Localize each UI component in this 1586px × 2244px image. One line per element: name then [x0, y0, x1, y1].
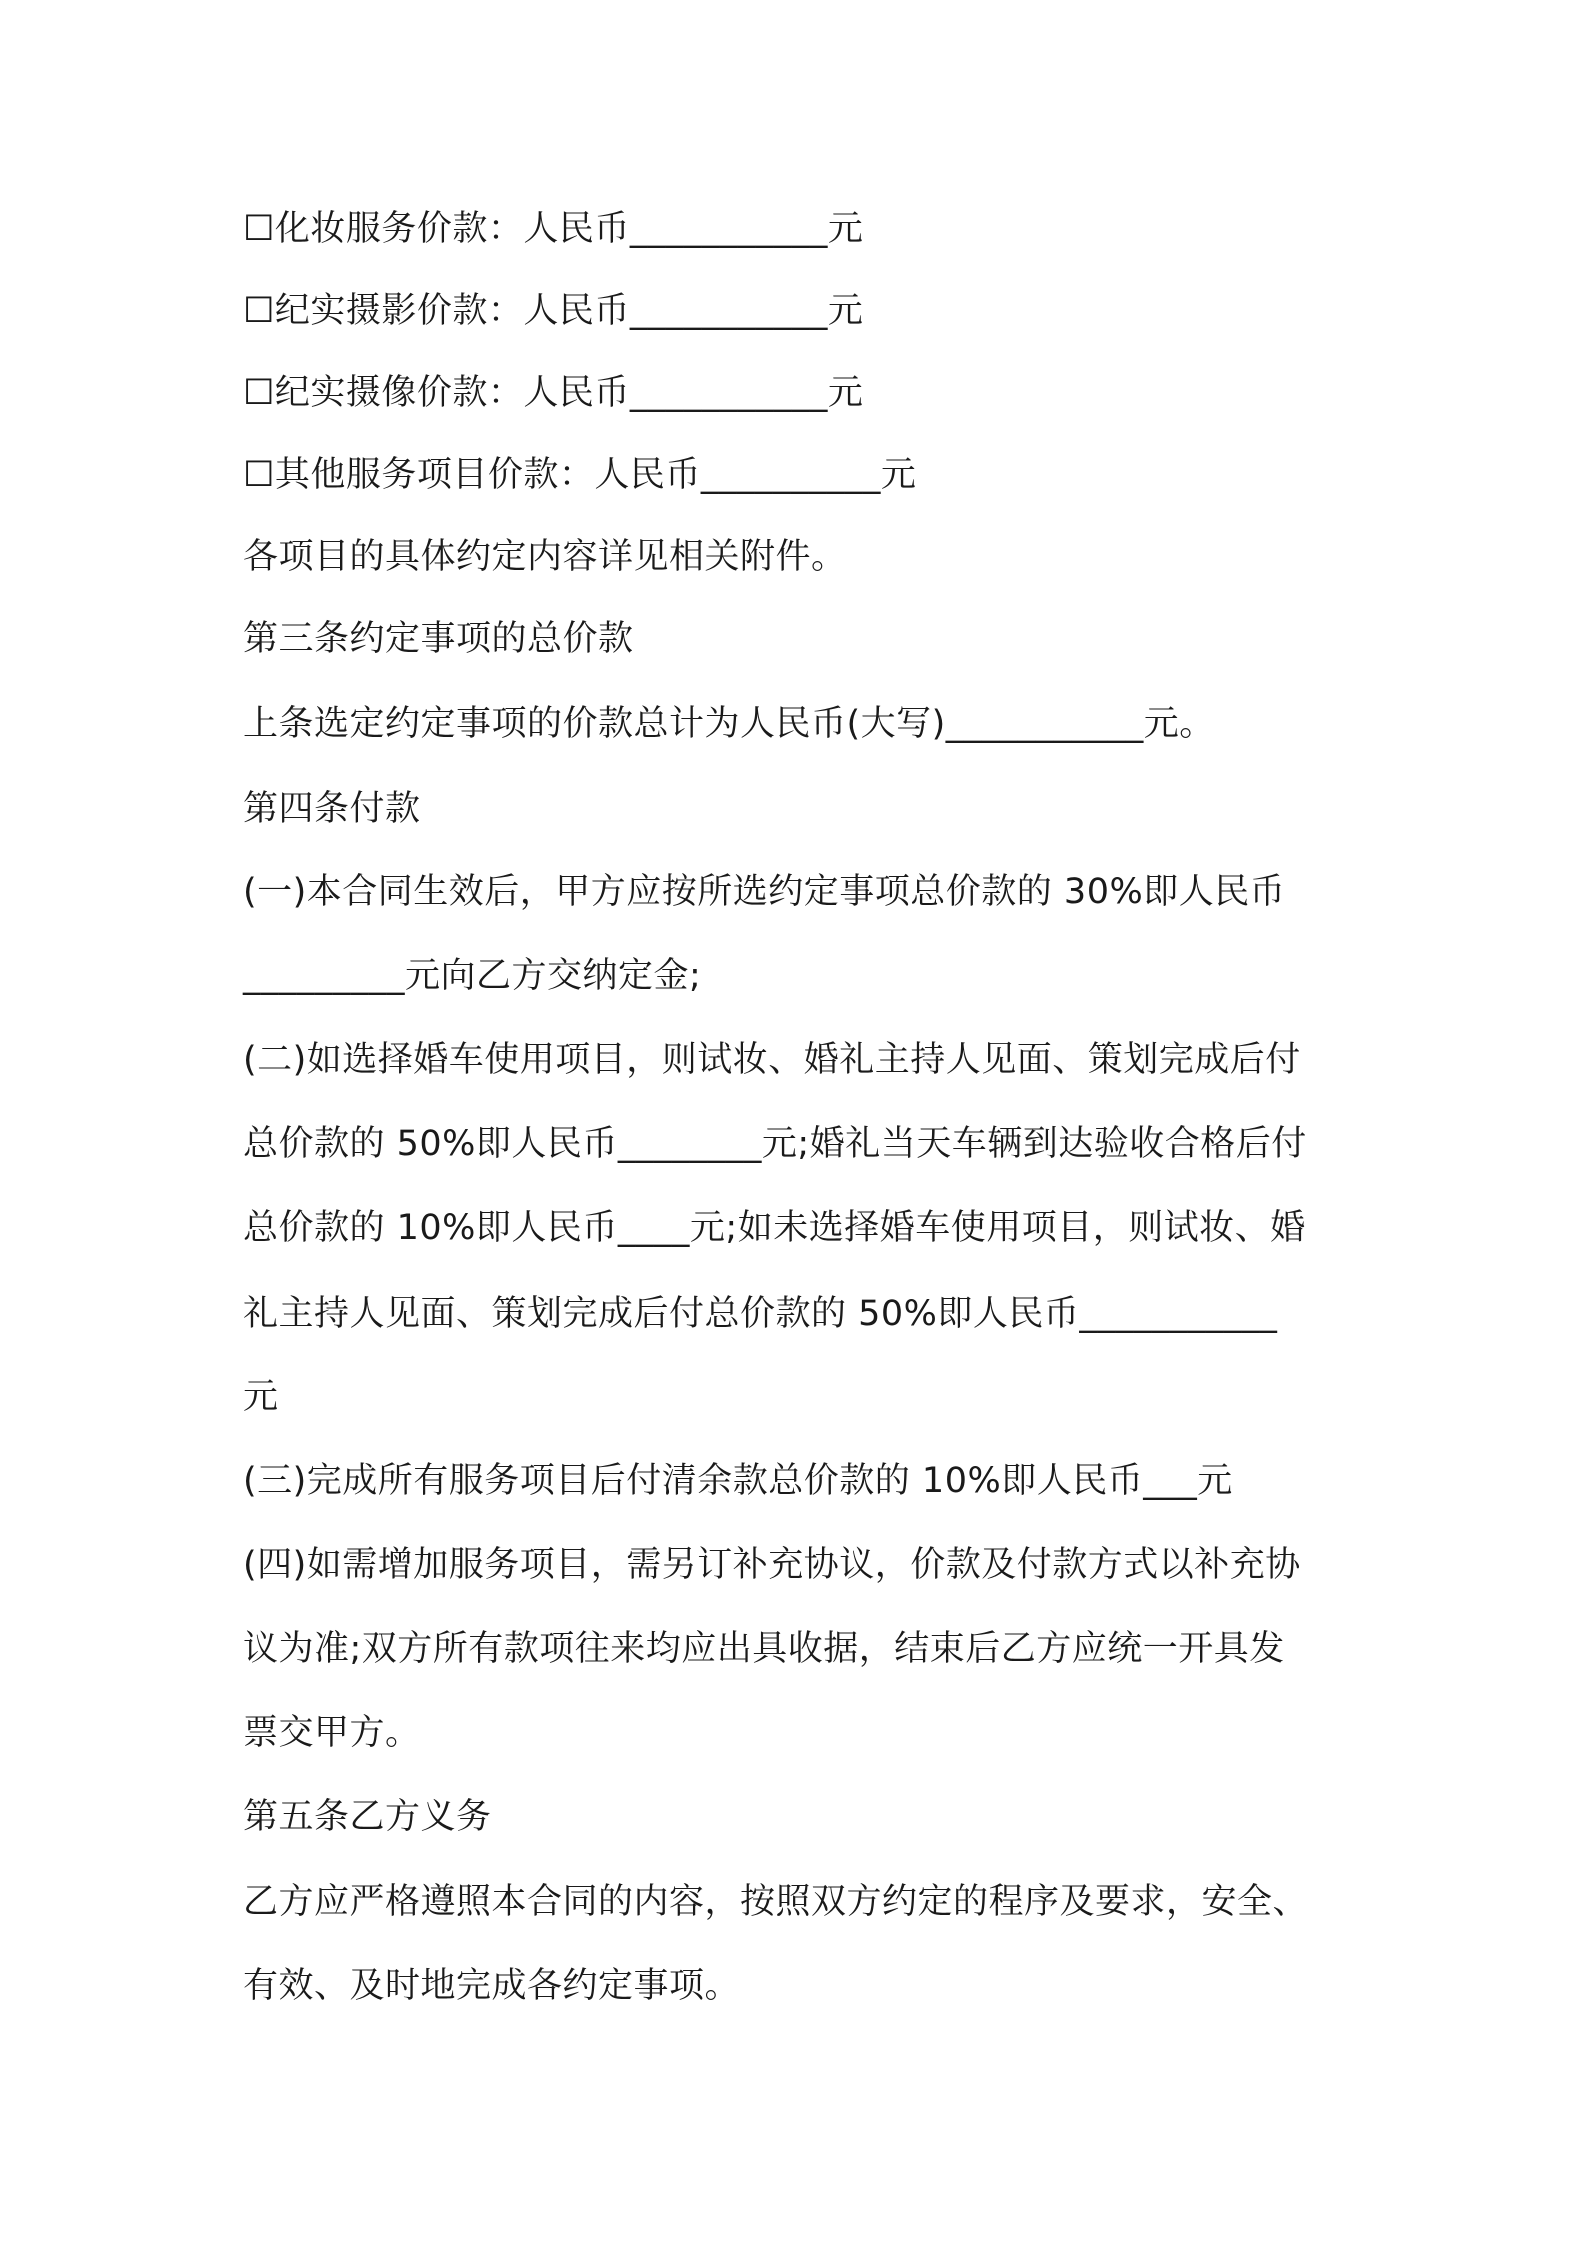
payment-clause-2-line-2: 总价款的 50%即人民币________元;婚礼当天车辆到达验收合格后付	[243, 1124, 1307, 1164]
payment-clause-1-line-2: _________元向乙方交纳定金;	[243, 956, 702, 996]
payment-clause-2-line-5: 元	[243, 1377, 279, 1417]
payment-clause-1-line-1: (一)本合同生效后，甲方应按所选约定事项总价款的 30%即人民币	[243, 872, 1286, 912]
payment-clause-4-line-2: 议为准;双方所有款项往来均应出具收据，结束后乙方应统一开具发	[243, 1629, 1285, 1669]
article-5-heading: 第五条乙方义务	[243, 1797, 492, 1837]
payment-clause-3-line: (三)完成所有服务项目后付清余款总价款的 10%即人民币___元	[243, 1461, 1233, 1501]
payment-clause-4-line-1: (四)如需增加服务项目，需另订补充协议，价款及付款方式以补充协	[243, 1545, 1301, 1585]
photography-price-line: ☐纪实摄影价款：人民币___________元	[243, 291, 864, 331]
videography-price-line: ☐纪实摄像价款：人民币___________元	[243, 373, 864, 413]
other-services-price-line: ☐其他服务项目价款：人民币__________元	[243, 455, 917, 495]
payment-clause-2-line-1: (二)如选择婚车使用项目，则试妆、婚礼主持人见面、策划完成后付	[243, 1040, 1301, 1080]
article-3-heading: 第三条约定事项的总价款	[243, 619, 634, 659]
payment-clause-2-line-4: 礼主持人见面、策划完成后付总价款的 50%即人民币___________	[243, 1294, 1278, 1334]
payment-clause-4-line-3: 票交甲方。	[243, 1713, 421, 1753]
total-price-line: 上条选定约定事项的价款总计为人民币(大写)___________元。	[243, 704, 1215, 744]
article-4-heading: 第四条付款	[243, 789, 421, 829]
obligation-line-1: 乙方应严格遵照本合同的内容，按照双方约定的程序及要求，安全、	[243, 1882, 1309, 1922]
payment-clause-2-line-3: 总价款的 10%即人民币____元;如未选择婚车使用项目，则试妆、婚	[243, 1208, 1306, 1248]
obligation-line-2: 有效、及时地完成各约定事项。	[243, 1966, 741, 2006]
attachment-note-line: 各项目的具体约定内容详见相关附件。	[243, 537, 847, 577]
makeup-price-line: ☐化妆服务价款：人民币___________元	[243, 209, 864, 249]
